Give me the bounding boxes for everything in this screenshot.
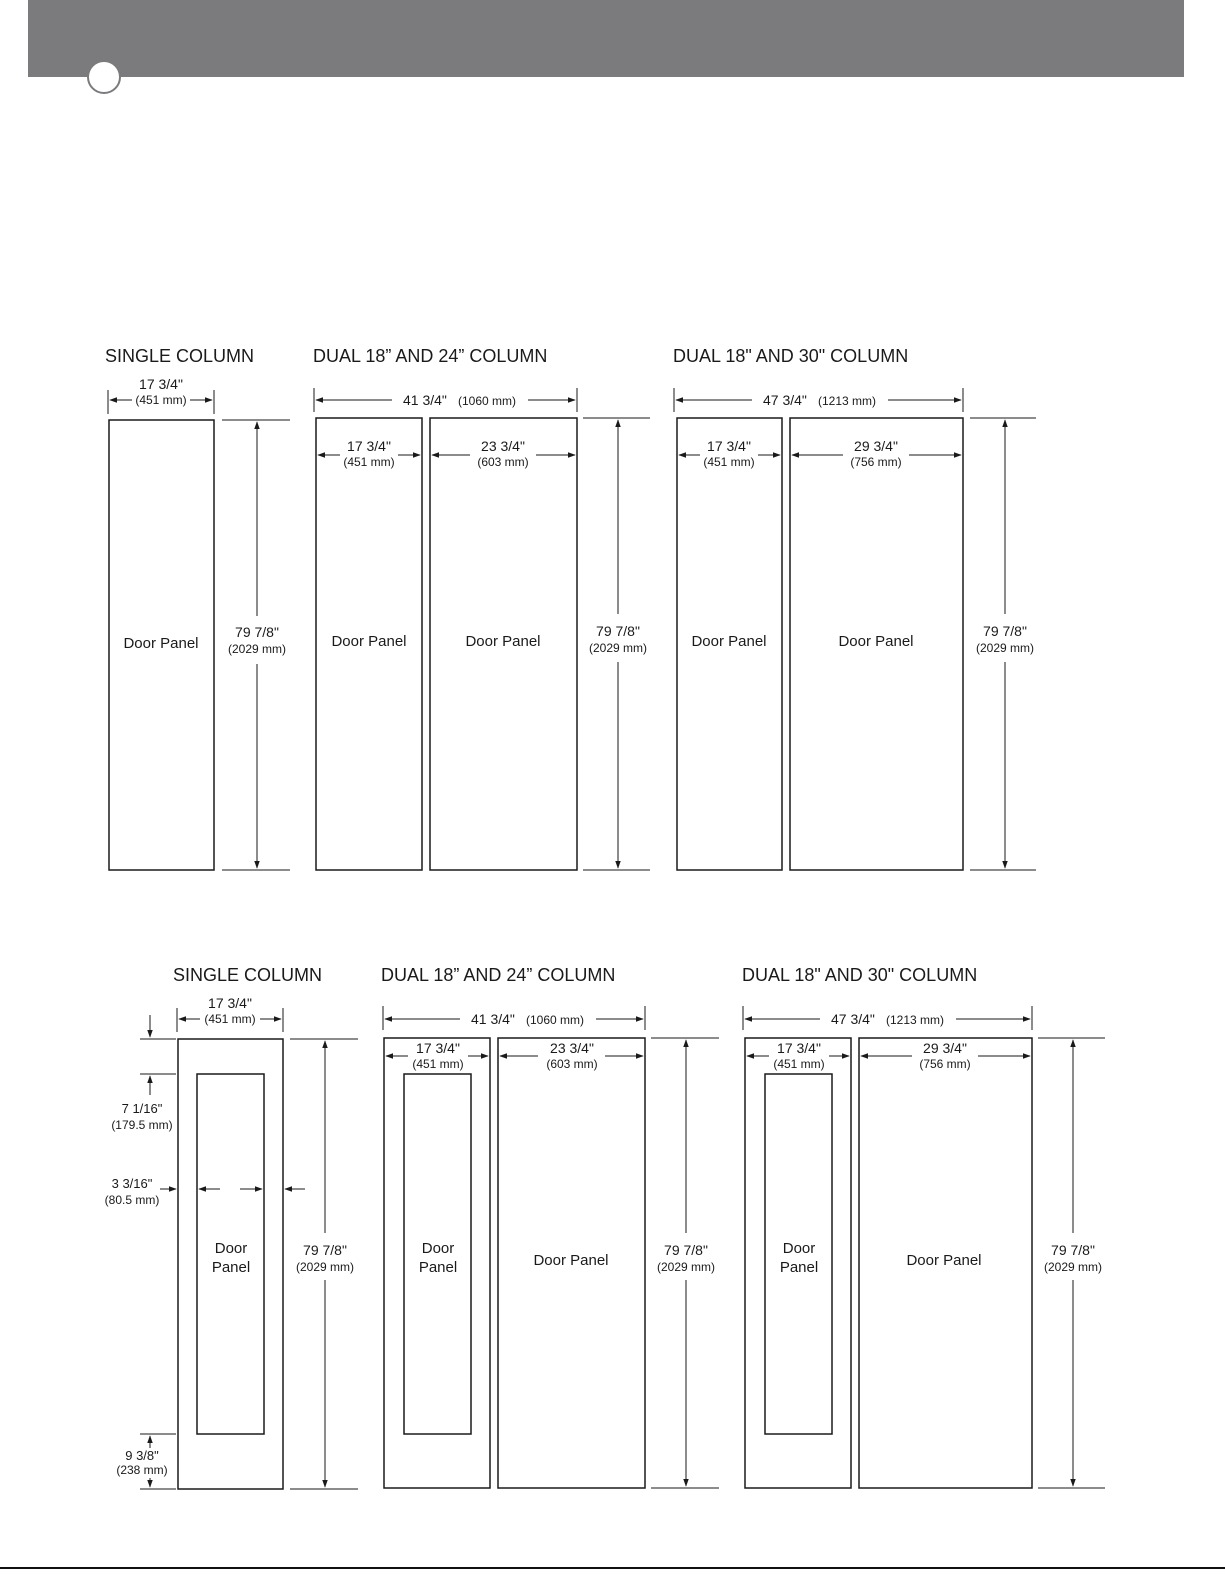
upper-single-column bbox=[105, 346, 290, 870]
lower-dual30-left-width: 17 3/4" bbox=[777, 1040, 821, 1056]
upper-single-height-mm: (2029 mm) bbox=[227, 642, 287, 656]
lower-single-side-offset-mm: (80.5 mm) bbox=[104, 1193, 160, 1207]
lower-single-bottom-offset: 9 3/8" bbox=[125, 1448, 159, 1463]
lower-dual30-right-width: 29 3/4" bbox=[923, 1040, 967, 1056]
lower-dual24-left-width-mm: (451 mm) bbox=[412, 1057, 464, 1071]
upper-dual30-left-width: 17 3/4" bbox=[707, 438, 751, 454]
upper-dual30-height: 79 7/8" bbox=[983, 623, 1027, 639]
lower-dual30-right-label: Door Panel bbox=[906, 1252, 982, 1269]
lower-dual30-height: 79 7/8" bbox=[1051, 1242, 1095, 1258]
lower-single-bottom-offset-mm: (238 mm) bbox=[116, 1463, 168, 1477]
upper-single-panel-label: Door Panel bbox=[123, 635, 199, 652]
lower-dual24-right-label: Door Panel bbox=[533, 1252, 609, 1269]
lower-dual30-overall: 47 3/4" bbox=[831, 1011, 875, 1027]
lower-dual24-overall: 41 3/4" bbox=[471, 1011, 515, 1027]
lower-dual-24-column bbox=[381, 965, 719, 1488]
upper-dual30-overall-mm: (1213 mm) bbox=[818, 394, 877, 408]
lower-dual30-left-label-2: Panel bbox=[779, 1259, 819, 1276]
lower-single-width-mm: (451 mm) bbox=[204, 1012, 256, 1026]
lower-dual30-left-label-1: Door bbox=[782, 1240, 816, 1257]
lower-single-height-mm: (2029 mm) bbox=[295, 1260, 355, 1274]
upper-dual30-overall: 47 3/4" bbox=[763, 392, 807, 408]
lower-single-height: 79 7/8" bbox=[303, 1242, 347, 1258]
upper-dual24-overall-mm: (1060 mm) bbox=[458, 394, 517, 408]
lower-single-top-offset: 7 1/16" bbox=[121, 1101, 163, 1116]
upper-dual-24-column bbox=[313, 346, 650, 870]
upper-dual24-title: DUAL 18” AND 24” COLUMN bbox=[313, 346, 548, 366]
lower-dual-30-column bbox=[742, 965, 1105, 1488]
lower-dual24-left-label-2: Panel bbox=[418, 1259, 458, 1276]
upper-single-height: 79 7/8" bbox=[235, 624, 279, 640]
lower-single-width: 17 3/4" bbox=[208, 995, 252, 1011]
upper-dual24-height: 79 7/8" bbox=[596, 623, 640, 639]
lower-dual30-overall-mm: (1213 mm) bbox=[886, 1013, 945, 1027]
upper-dual24-height-mm: (2029 mm) bbox=[588, 641, 648, 655]
lower-single-column bbox=[105, 965, 358, 1489]
lower-single-panel-label-2: Panel bbox=[211, 1259, 251, 1276]
lower-single-side-offset: 3 3/16" bbox=[111, 1176, 153, 1191]
lower-single-panel-label-1: Door bbox=[214, 1240, 248, 1257]
upper-dual24-right-width-mm: (603 mm) bbox=[477, 455, 529, 469]
lower-single-title: SINGLE COLUMN bbox=[173, 965, 323, 985]
lower-dual24-height: 79 7/8" bbox=[664, 1242, 708, 1258]
upper-dual24-left-label: Door Panel bbox=[331, 633, 407, 650]
lower-single-top-offset-mm: (179.5 mm) bbox=[111, 1118, 173, 1132]
upper-dual24-right-label: Door Panel bbox=[465, 633, 541, 650]
upper-dual30-title: DUAL 18" AND 30" COLUMN bbox=[673, 346, 909, 366]
upper-dual30-right-label: Door Panel bbox=[838, 633, 914, 650]
upper-single-width-mm: (451 mm) bbox=[135, 393, 187, 407]
upper-dual30-right-width: 29 3/4" bbox=[854, 438, 898, 454]
upper-dual24-right-width: 23 3/4" bbox=[481, 438, 525, 454]
upper-dual24-left-width-mm: (451 mm) bbox=[343, 455, 395, 469]
lower-dual24-height-mm: (2029 mm) bbox=[656, 1260, 716, 1274]
upper-single-width: 17 3/4" bbox=[139, 376, 183, 392]
upper-dual30-right-width-mm: (756 mm) bbox=[850, 455, 902, 469]
footer-rule bbox=[0, 1567, 1225, 1569]
upper-dual-30-column bbox=[673, 346, 1036, 870]
lower-dual24-left-label-1: Door bbox=[421, 1240, 455, 1257]
lower-dual24-right-width: 23 3/4" bbox=[550, 1040, 594, 1056]
upper-dual30-height-mm: (2029 mm) bbox=[975, 641, 1035, 655]
lower-dual24-overall-mm: (1060 mm) bbox=[526, 1013, 585, 1027]
upper-single-title: SINGLE COLUMN bbox=[105, 346, 255, 366]
upper-dual24-left-width: 17 3/4" bbox=[347, 438, 391, 454]
upper-dual24-overall: 41 3/4" bbox=[403, 392, 447, 408]
lower-dual24-right-width-mm: (603 mm) bbox=[546, 1057, 598, 1071]
upper-dual30-left-label: Door Panel bbox=[691, 633, 767, 650]
lower-dual24-title: DUAL 18” AND 24” COLUMN bbox=[381, 965, 616, 985]
lower-dual30-right-width-mm: (756 mm) bbox=[919, 1057, 971, 1071]
lower-dual30-height-mm: (2029 mm) bbox=[1043, 1260, 1103, 1274]
lower-dual30-left-width-mm: (451 mm) bbox=[773, 1057, 825, 1071]
lower-dual30-title: DUAL 18" AND 30" COLUMN bbox=[742, 965, 978, 985]
upper-dual30-left-width-mm: (451 mm) bbox=[703, 455, 755, 469]
lower-dual24-left-width: 17 3/4" bbox=[416, 1040, 460, 1056]
